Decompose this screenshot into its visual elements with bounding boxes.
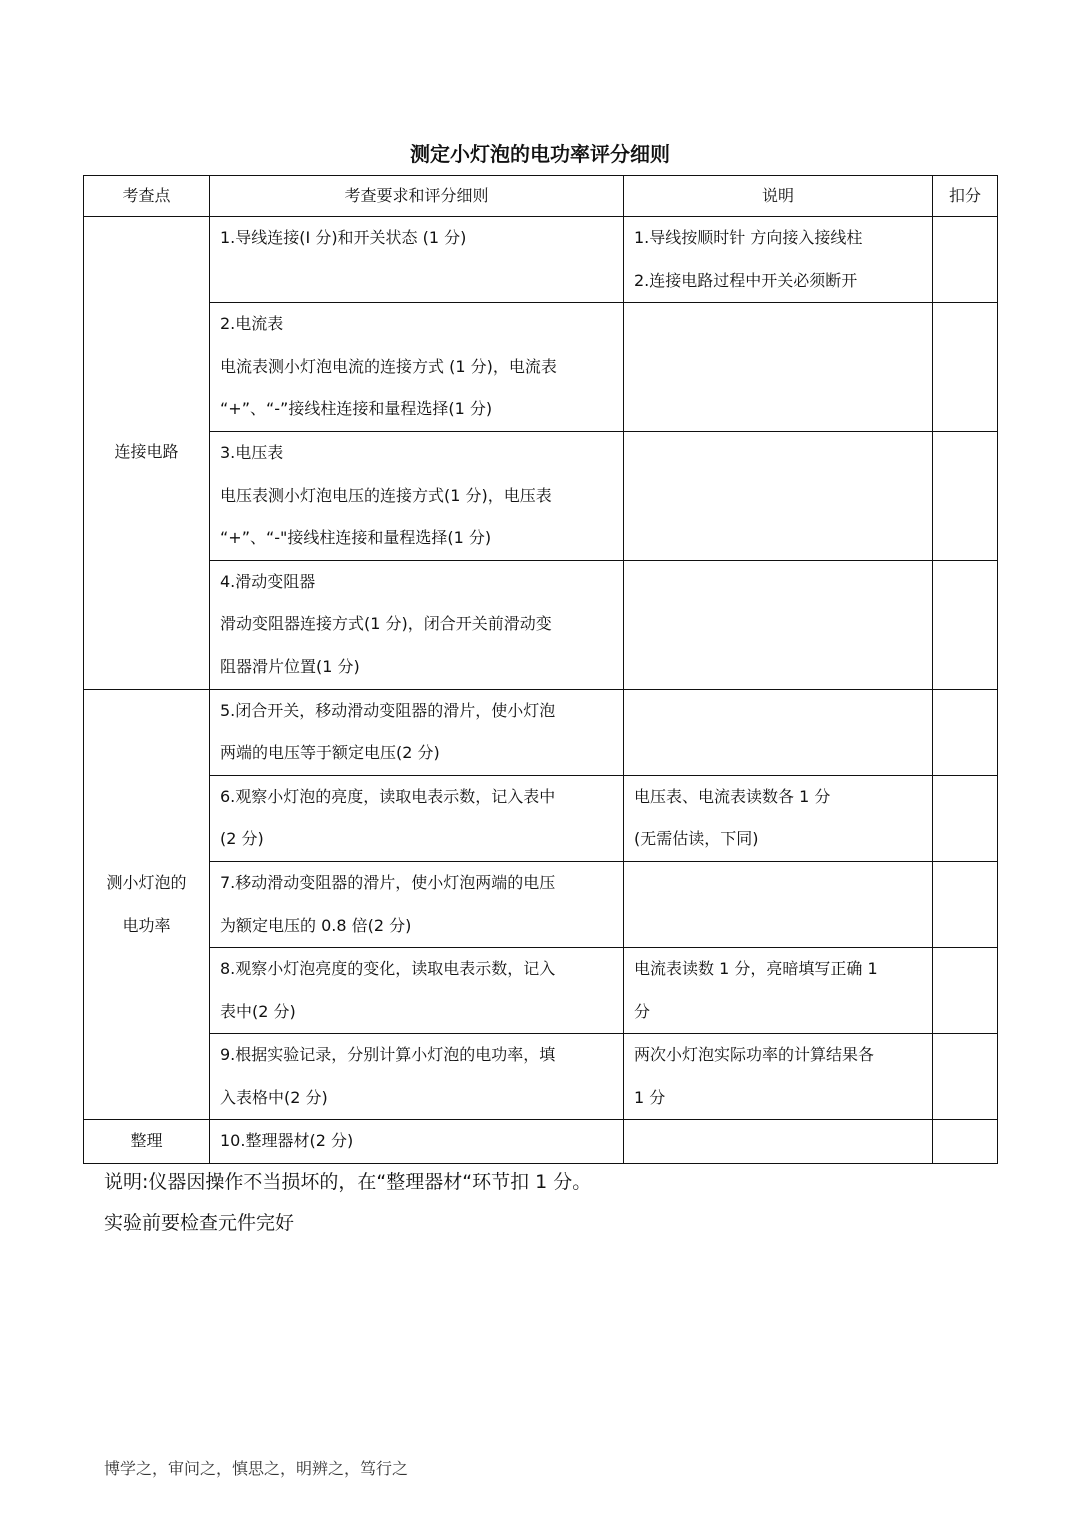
note-line: 分	[634, 1001, 651, 1021]
page-title: 测定小灯泡的电功率评分细则	[410, 142, 670, 166]
table-row	[84, 775, 998, 861]
requirement-line: 阻器滑片位置(1 分)	[220, 656, 360, 676]
requirement-line: “+”、“-”接线柱连接和量程选择(1 分)	[220, 399, 493, 419]
requirement-cell	[210, 1034, 624, 1120]
footnote-damage-rule: 说明:仪器因操作不当损坏的，在“整理器材“环节扣 1 分。	[104, 1171, 592, 1193]
requirement-cell	[210, 1120, 624, 1164]
note-cell	[624, 861, 933, 947]
table-row	[84, 689, 998, 775]
requirement-line: 7.移动滑动变阻器的滑片，使小灯泡两端的电压	[220, 872, 556, 892]
deduction-cell	[933, 1120, 998, 1164]
header-requirements: 考查要求和评分细则	[210, 176, 624, 217]
table-header-row	[84, 176, 998, 217]
requirement-cell	[210, 861, 624, 947]
note-cell	[624, 1120, 933, 1164]
category-measure-power	[84, 689, 210, 1120]
requirement-cell	[210, 775, 624, 861]
deduction-cell	[933, 775, 998, 861]
note-cell	[624, 689, 933, 775]
category-label: 测小灯泡的	[106, 872, 187, 892]
category-tidy-up	[84, 1120, 210, 1164]
requirement-line: “+”、“-"接线柱连接和量程选择(1 分)	[220, 528, 492, 548]
table-row	[84, 431, 998, 560]
requirement-line: 两端的电压等于额定电压(2 分)	[220, 743, 440, 763]
footnote-check-components: 实验前要检查元件完好	[104, 1212, 295, 1234]
deduction-cell	[933, 689, 998, 775]
note-line: 电流表读数 1 分，亮暗填写正确 1	[634, 959, 878, 979]
note-cell	[624, 1034, 933, 1120]
note-line: 电压表、电流表读数各 1 分	[634, 786, 831, 806]
note-line: 两次小灯泡实际功率的计算结果各	[634, 1045, 875, 1065]
table-row	[84, 1120, 998, 1164]
requirement-line: 电压表测小灯泡电压的连接方式(1 分)，电压表	[220, 485, 552, 505]
table-row	[84, 217, 998, 303]
deduction-cell	[933, 431, 998, 560]
requirement-cell	[210, 689, 624, 775]
note-cell	[624, 217, 933, 303]
note-line: 1.导线按顺时针 方向接入接线柱	[634, 228, 863, 247]
header-deduction: 扣分	[933, 176, 998, 217]
requirement-line: 8.观察小灯泡亮度的变化，读取电表示数，记入	[220, 959, 556, 979]
requirement-cell	[210, 303, 624, 432]
category-label: 电功率	[122, 915, 171, 935]
deduction-cell	[933, 1034, 998, 1120]
category-label: 连接电路	[114, 442, 179, 462]
note-line: (无需估读，下同)	[634, 829, 759, 849]
deduction-cell	[933, 861, 998, 947]
note-cell	[624, 303, 933, 432]
deduction-cell	[933, 560, 998, 689]
table-row	[84, 560, 998, 689]
note-cell	[624, 431, 933, 560]
requirement-line: 1.导线连接(I 分)和开关状态 (1 分)	[220, 228, 467, 247]
table-row	[84, 1034, 998, 1120]
requirement-line: 9.根据实验记录，分别计算小灯泡的电功率，填	[220, 1045, 556, 1065]
requirement-line: 为额定电压的 0.8 倍(2 分)	[220, 915, 412, 935]
requirement-line: 表中(2 分)	[220, 1001, 296, 1021]
table-row	[84, 303, 998, 432]
note-cell	[624, 560, 933, 689]
note-line: 2.连接电路过程中开关必须断开	[634, 270, 858, 290]
requirement-cell	[210, 948, 624, 1034]
table-row	[84, 861, 998, 947]
requirement-line: 2.电流表	[220, 314, 284, 334]
deduction-cell	[933, 948, 998, 1034]
requirement-line: 4.滑动变阻器	[220, 571, 316, 591]
requirement-line: 10.整理器材(2 分)	[220, 1131, 354, 1151]
requirement-line: 3.电压表	[220, 442, 284, 462]
deduction-cell	[933, 303, 998, 432]
note-line: 1 分	[634, 1087, 666, 1107]
note-cell	[624, 775, 933, 861]
requirement-line: (2 分)	[220, 829, 264, 849]
deduction-cell	[933, 217, 998, 303]
requirement-cell	[210, 431, 624, 560]
requirement-line: 滑动变阻器连接方式(1 分)，闭合开关前滑动变	[220, 614, 552, 634]
requirement-line: 电流表测小灯泡电流的连接方式 (1 分)，电流表	[220, 356, 557, 376]
footer-motto: 博学之，审问之，慎思之，明辨之，笃行之	[104, 1459, 409, 1478]
requirement-line: 入表格中(2 分)	[220, 1087, 328, 1107]
header-checkpoint: 考查点	[84, 176, 210, 217]
requirement-line: 6.观察小灯泡的亮度，读取电表示数，记入表中	[220, 786, 556, 806]
requirement-cell	[210, 560, 624, 689]
table-row	[84, 948, 998, 1034]
header-notes: 说明	[624, 176, 933, 217]
note-cell	[624, 948, 933, 1034]
requirement-line: 5.闭合开关，移动滑动变阻器的滑片，使小灯泡	[220, 700, 556, 720]
requirement-cell	[210, 217, 624, 303]
category-label: 整理	[130, 1131, 163, 1151]
category-connect-circuit	[84, 217, 210, 690]
scoring-table	[83, 175, 998, 1164]
